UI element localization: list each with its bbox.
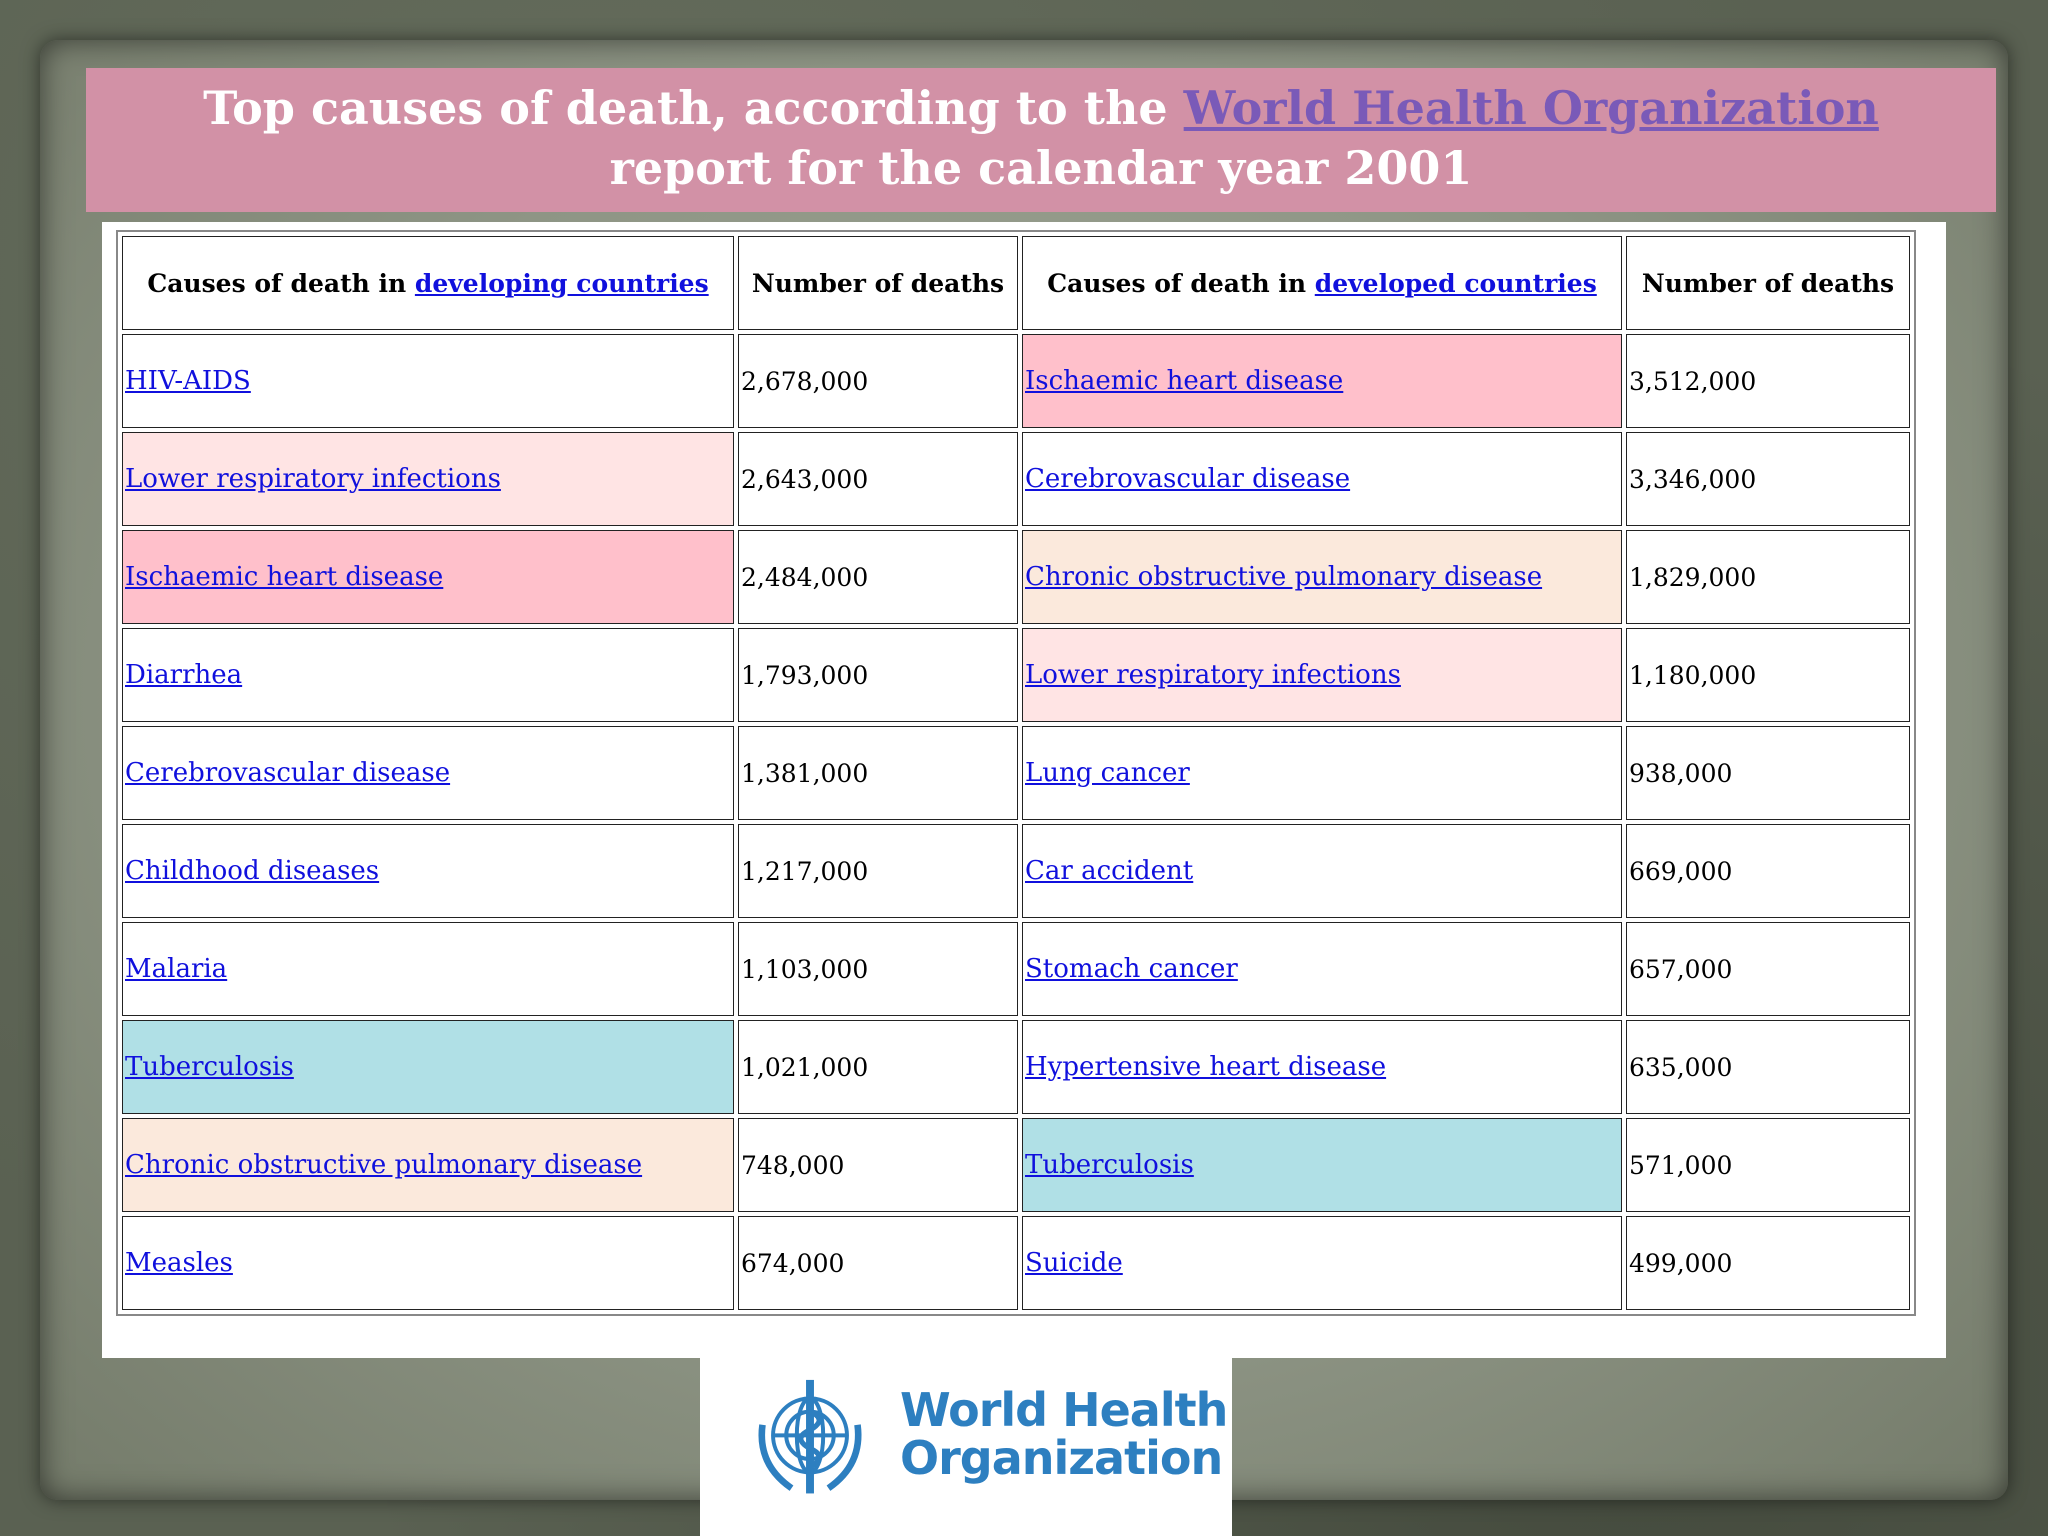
cause-link[interactable]: Childhood diseases (125, 856, 380, 886)
developed-cause-cell (1022, 628, 1622, 722)
developing-deaths-cell: 1,103,000 (738, 922, 1018, 1016)
cause-link[interactable]: Lower respiratory infections (125, 464, 501, 494)
developed-cause-cell (1022, 1020, 1622, 1114)
cause-link[interactable]: Lung cancer (1025, 758, 1190, 788)
who-title-link[interactable]: World Health Organization (1183, 81, 1879, 135)
cause-link[interactable]: Car accident (1025, 856, 1194, 886)
table-panel (102, 222, 1946, 1358)
table-row (122, 530, 1910, 624)
cause-link[interactable]: Measles (125, 1248, 233, 1278)
logo-line-1: World Health (900, 1383, 1228, 1437)
header-developing-number: Number of deaths (738, 236, 1018, 330)
cause-link[interactable]: Cerebrovascular disease (125, 758, 451, 788)
header-developing-causes (122, 236, 734, 330)
table-row (122, 726, 1910, 820)
developed-cause-cell (1022, 530, 1622, 624)
header-developed-prefix: Causes of death in (1047, 268, 1315, 298)
header-developed-causes (1022, 236, 1622, 330)
title-prefix: Top causes of death, according to the (203, 81, 1184, 135)
developing-cause-cell (122, 628, 734, 722)
developed-deaths-cell: 3,512,000 (1626, 334, 1910, 428)
developing-deaths-cell: 674,000 (738, 1216, 1018, 1310)
table-header-row (122, 236, 1910, 330)
cause-link[interactable]: HIV-AIDS (125, 366, 251, 396)
developed-deaths-cell: 1,180,000 (1626, 628, 1910, 722)
developing-countries-link[interactable]: developing countries (414, 268, 709, 298)
cause-link[interactable]: Lower respiratory infections (1025, 660, 1401, 690)
developing-deaths-cell: 1,021,000 (738, 1020, 1018, 1114)
developing-cause-cell (122, 530, 734, 624)
cause-link[interactable]: Chronic obstructive pulmonary disease (1025, 562, 1543, 592)
title-suffix: report for the calendar year 2001 (609, 141, 1473, 195)
developed-cause-cell (1022, 432, 1622, 526)
developed-deaths-cell: 3,346,000 (1626, 432, 1910, 526)
developing-deaths-cell: 1,217,000 (738, 824, 1018, 918)
developed-cause-cell (1022, 1216, 1622, 1310)
table-row (122, 922, 1910, 1016)
cause-link[interactable]: Diarrhea (125, 660, 243, 690)
cause-link[interactable]: Chronic obstructive pulmonary disease (125, 1150, 643, 1180)
developing-deaths-cell: 1,793,000 (738, 628, 1018, 722)
developing-cause-cell (122, 1216, 734, 1310)
developed-cause-cell (1022, 824, 1622, 918)
table-row (122, 1020, 1910, 1114)
cause-link[interactable]: Tuberculosis (125, 1052, 294, 1082)
table-row (122, 1118, 1910, 1212)
cause-link[interactable]: Ischaemic heart disease (125, 562, 444, 592)
developing-deaths-cell: 2,484,000 (738, 530, 1018, 624)
developing-cause-cell (122, 432, 734, 526)
developed-deaths-cell: 669,000 (1626, 824, 1910, 918)
developing-cause-cell (122, 334, 734, 428)
developed-deaths-cell: 1,829,000 (1626, 530, 1910, 624)
developing-cause-cell (122, 922, 734, 1016)
developed-deaths-cell: 657,000 (1626, 922, 1910, 1016)
table-row (122, 628, 1910, 722)
logo-line-2: Organization (900, 1431, 1223, 1485)
who-logo (700, 1358, 1232, 1536)
cause-link[interactable]: Hypertensive heart disease (1025, 1052, 1387, 1082)
developed-deaths-cell: 938,000 (1626, 726, 1910, 820)
developing-deaths-cell: 2,643,000 (738, 432, 1018, 526)
developed-countries-link[interactable]: developed countries (1314, 268, 1597, 298)
header-developing-prefix: Causes of death in (147, 268, 415, 298)
causes-of-death-table (116, 230, 1916, 1316)
developed-deaths-cell: 499,000 (1626, 1216, 1910, 1310)
cause-link[interactable]: Cerebrovascular disease (1025, 464, 1351, 494)
developed-cause-cell (1022, 726, 1622, 820)
developing-cause-cell (122, 824, 734, 918)
developing-cause-cell (122, 1020, 734, 1114)
header-developed-number: Number of deaths (1626, 236, 1910, 330)
developing-cause-cell (122, 1118, 734, 1212)
developing-deaths-cell: 748,000 (738, 1118, 1018, 1212)
cause-link[interactable]: Suicide (1025, 1248, 1123, 1278)
who-emblem-icon (744, 1372, 876, 1504)
slide-title (86, 68, 1996, 212)
cause-link[interactable]: Tuberculosis (1025, 1150, 1194, 1180)
developed-cause-cell (1022, 922, 1622, 1016)
table-row (122, 1216, 1910, 1310)
cause-link[interactable]: Malaria (125, 954, 228, 984)
table-row (122, 432, 1910, 526)
developing-cause-cell (122, 726, 734, 820)
table-row (122, 334, 1910, 428)
developed-deaths-cell: 635,000 (1626, 1020, 1910, 1114)
cause-link[interactable]: Ischaemic heart disease (1025, 366, 1344, 396)
developed-deaths-cell: 571,000 (1626, 1118, 1910, 1212)
cause-link[interactable]: Stomach cancer (1025, 954, 1238, 984)
developing-deaths-cell: 2,678,000 (738, 334, 1018, 428)
developed-cause-cell (1022, 1118, 1622, 1212)
developing-deaths-cell: 1,381,000 (738, 726, 1018, 820)
who-logo-text (900, 1383, 1228, 1485)
table-row (122, 824, 1910, 918)
developed-cause-cell (1022, 334, 1622, 428)
